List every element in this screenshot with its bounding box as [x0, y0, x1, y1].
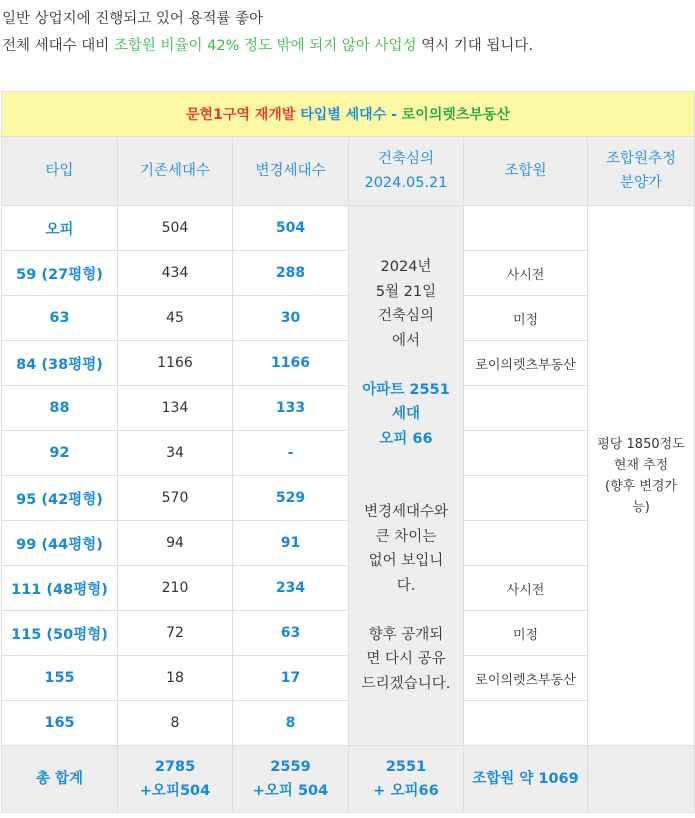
cell-new-count: 30 — [233, 296, 349, 341]
cell-new-count: 1166 — [233, 341, 349, 386]
cell-old-count: 570 — [118, 476, 233, 521]
intro-line-2-post: 역시 기대 됩니다. — [416, 38, 534, 54]
header-old: 기존세대수 — [118, 137, 233, 206]
total-row — [2, 746, 695, 813]
review-line — [349, 598, 463, 623]
review-line: 변경세대수와 — [363, 504, 449, 520]
review-line: 건축심의 — [377, 308, 435, 324]
review-line: 향후 공개되 — [368, 626, 444, 643]
cell-old-count: 504 — [118, 206, 233, 251]
total-review — [349, 746, 464, 813]
table-row — [2, 206, 695, 251]
cell-new-count: 234 — [233, 566, 349, 611]
cell-old-count: 18 — [118, 656, 233, 701]
cell-type: 63 — [2, 296, 118, 341]
cell-old-count: 1166 — [118, 341, 233, 386]
header-review-title: 건축심의 — [377, 151, 435, 167]
cell-union: 사시전 — [464, 251, 588, 296]
cell-old-count: 45 — [118, 296, 233, 341]
cell-union — [464, 431, 588, 476]
review-line: 없어 보입니 — [368, 553, 444, 569]
caption-red: 문현1구역 재개발 — [186, 107, 296, 123]
total-old — [118, 746, 233, 813]
intro-text — [2, 6, 533, 60]
total-price — [588, 746, 695, 813]
caption-green: 로이의렛츠부동산 — [401, 107, 510, 123]
cell-old-count: 134 — [118, 386, 233, 431]
review-line — [349, 451, 463, 476]
cell-new-count: 504 — [233, 206, 349, 251]
price-line: 평당 1850정도 — [597, 436, 685, 452]
review-notes — [349, 206, 464, 746]
cell-old-count: 8 — [118, 701, 233, 746]
cell-type: 111 (48평형) — [2, 566, 118, 611]
total-old-line-1: 2785 — [154, 759, 196, 775]
cell-new-count: - — [233, 431, 349, 476]
total-review-line-2: + 오피66 — [373, 783, 439, 799]
header-union: 조합원 — [464, 137, 588, 206]
header-review — [349, 137, 464, 206]
cell-union — [464, 701, 588, 746]
caption-blue: 타입별 세대수 - — [300, 107, 397, 123]
cell-union: 미정 — [464, 611, 588, 656]
total-review-line-1: 2551 — [385, 759, 427, 775]
intro-highlight: 조합원 비율이 42% 정도 밖에 되지 않아 사업성 — [113, 38, 417, 54]
cell-type: 84 (38평평) — [2, 341, 118, 386]
unit-table — [1, 91, 695, 813]
review-line: 다. — [396, 577, 416, 594]
review-line: 면 다시 공유 — [366, 651, 446, 667]
header-new: 변경세대수 — [233, 137, 349, 206]
cell-new-count: 91 — [233, 521, 349, 566]
header-type: 타입 — [2, 137, 118, 206]
cell-new-count: 17 — [233, 656, 349, 701]
cell-old-count: 94 — [118, 521, 233, 566]
cell-union: 사시전 — [464, 566, 588, 611]
review-line: 세대 — [391, 406, 420, 422]
price-line: (향후 변경가 — [605, 478, 677, 494]
total-union: 조합원 약 1069 — [464, 746, 588, 813]
price-line: 능) — [632, 499, 650, 515]
cell-type: 95 (42평형) — [2, 476, 118, 521]
total-label: 총 합계 — [2, 746, 118, 813]
cell-new-count: 133 — [233, 386, 349, 431]
table-caption — [2, 92, 695, 137]
cell-old-count: 72 — [118, 611, 233, 656]
cell-type: 115 (50평형) — [2, 611, 118, 656]
cell-old-count: 34 — [118, 431, 233, 476]
review-line: 5월 21일 — [375, 283, 437, 300]
review-line: 에서 — [391, 332, 420, 349]
price-estimate — [588, 206, 695, 746]
cell-new-count: 529 — [233, 476, 349, 521]
cell-union: 미정 — [464, 296, 588, 341]
review-line: 드리겠습니다. — [361, 675, 451, 692]
cell-union — [464, 476, 588, 521]
header-review-date: 2024.05.21 — [364, 175, 448, 191]
total-new — [233, 746, 349, 813]
cell-union: 로이의렛츠부동산 — [464, 656, 588, 701]
cell-new-count: 8 — [233, 701, 349, 746]
cell-union — [464, 206, 588, 251]
total-old-line-2: +오피504 — [139, 783, 211, 799]
cell-new-count: 63 — [233, 611, 349, 656]
total-new-line-1: 2559 — [270, 759, 311, 775]
review-line: 2024년 — [380, 259, 432, 275]
cell-type: 99 (44평형) — [2, 521, 118, 566]
cell-type: 165 — [2, 701, 118, 746]
table-caption-row — [2, 92, 695, 137]
cell-type: 오피 — [2, 206, 118, 251]
review-line: 아파트 2551 — [362, 381, 450, 398]
intro-line-2-pre: 전체 세대수 대비 — [2, 38, 114, 54]
price-line: 현재 추정 — [613, 457, 669, 473]
cell-new-count: 288 — [233, 251, 349, 296]
header-price — [588, 137, 695, 206]
header-price-sub: 분양가 — [619, 175, 663, 191]
cell-type: 155 — [2, 656, 118, 701]
cell-union — [464, 386, 588, 431]
intro-line-2 — [2, 33, 533, 60]
review-line: 큰 차이는 — [375, 528, 437, 545]
cell-type: 88 — [2, 386, 118, 431]
header-price-title: 조합원추정 — [605, 151, 677, 167]
cell-old-count: 434 — [118, 251, 233, 296]
total-new-line-2: +오피 504 — [252, 783, 329, 799]
cell-type: 92 — [2, 431, 118, 476]
intro-line-1: 일반 상업지에 진행되고 있어 용적률 좋아 — [2, 11, 264, 27]
cell-union — [464, 521, 588, 566]
review-line — [349, 353, 463, 378]
table-header-row — [2, 137, 695, 206]
cell-old-count: 210 — [118, 566, 233, 611]
review-line — [349, 476, 463, 501]
cell-type: 59 (27평형) — [2, 251, 118, 296]
cell-union: 로이의렛츠부동산 — [464, 341, 588, 386]
review-line: 오피 66 — [379, 430, 433, 447]
